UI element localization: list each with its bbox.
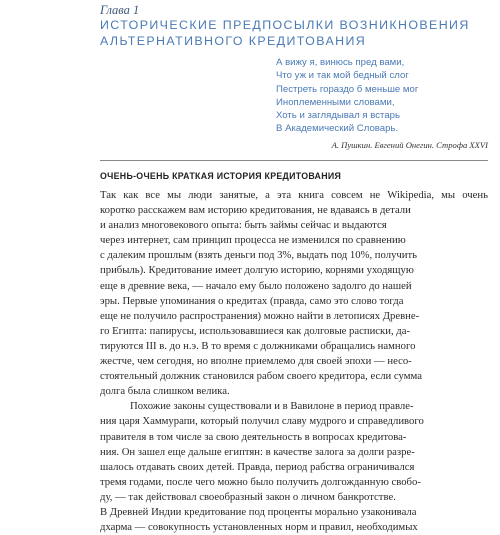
- epigraph: [276, 56, 486, 136]
- paragraph-line: шалось отдавать своих детей. Правда, период рабства ограничивался: [100, 460, 415, 473]
- epigraph-source: А. Пушкин. Евгений Онегин. Строфа XXVI: [331, 140, 488, 150]
- body-text: [100, 188, 490, 535]
- paragraph-line: дхарма — совокупность установленных норм и правил, необходимых: [100, 521, 418, 534]
- paragraph-line: ния. Он зашел еще дальше египтян: в качестве залога за долги разре-: [100, 445, 415, 458]
- paragraph-line: прибыль). Кредитование имеет долгую историю, корнями уходящую: [100, 264, 414, 277]
- paragraph: [100, 188, 490, 399]
- paragraph-line: коротко расскажем вам историю кредитования, не вдаваясь в детали: [100, 204, 411, 217]
- section-heading: ОЧЕНЬ-ОЧЕНЬ КРАТКАЯ ИСТОРИЯ КРЕДИТОВАНИЯ: [100, 171, 342, 181]
- epigraph-line: Что уж и так мой бедный слог: [276, 70, 409, 82]
- epigraph-line: Хоть и заглядывал я встарь: [276, 110, 400, 122]
- paragraph-line: Так как все мы люди занятые, а эта книга совсем не Wikipedia, мы очень: [100, 189, 488, 201]
- paragraph-line: Похожие законы существовали и в Вавилоне в период правле-: [130, 400, 414, 413]
- paragraph-line: го Египта: папирусы, использовавшиеся как долговые расписки, да-: [100, 324, 411, 337]
- chapter-title-line: ИСТОРИЧЕСКИЕ ПРЕДПОСЫЛКИ ВОЗНИКНОВЕНИЯ: [100, 18, 470, 32]
- paragraph-line: эры. Первые упоминания о кредитах (правда, само это слово тогда: [100, 294, 404, 307]
- paragraph-line: стоятельный должник становился рабом своего кредитора, если сумма: [100, 370, 422, 383]
- paragraph-line: долга была слишком велика.: [100, 385, 230, 398]
- chapter-label: Глава 1: [100, 3, 140, 17]
- paragraph-line: правителя в том числе за свою деятельность в вопросах кредитова-: [100, 430, 407, 443]
- paragraph-line: через интернет, сам принцип процесса не изменился по сравнению: [100, 234, 406, 247]
- paragraph-line: еще в древние века, — начало ему было положено задолго до нашей: [100, 279, 412, 292]
- chapter-title: [100, 17, 490, 49]
- chapter-title-line: АЛЬТЕРНАТИВНОГО КРЕДИТОВАНИЯ: [100, 34, 367, 48]
- paragraph-line: ния царя Хаммурапи, который получил славу мудрого и справедливого: [100, 415, 424, 428]
- paragraph-line: ду, — так действовал своеобразный закон о личном банкротстве.: [100, 490, 396, 503]
- paragraph-line: еще не получило распространения) можно найти в летописях Древне-: [100, 309, 420, 322]
- section-divider: [100, 160, 488, 161]
- epigraph-line: В Академический Словарь.: [276, 123, 399, 135]
- paragraph-line: В Древней Индии кредитование под проценты морально узаконивала: [100, 505, 417, 518]
- paragraph: [100, 399, 490, 535]
- paragraph-line: тремя годами, после чего можно было получить долгожданную свобо-: [100, 475, 421, 488]
- paragraph-line: с далеким прошлым (взять деньги под 3%, выдать под 10%, получить: [100, 249, 418, 262]
- epigraph-line: А вижу я, винюсь пред вами,: [276, 57, 405, 68]
- epigraph-line: Пестреть гораздо б меньше мог: [276, 83, 419, 95]
- paragraph-line: жестче, чем сегодня, но вполне приемлемо для своей эпохи — несо-: [100, 355, 412, 368]
- paragraph-line: тируются III в. до н.э. В то время с должниками обращались намного: [100, 339, 416, 352]
- paragraph-line: и анализ многовекового опыта: быть займы сейчас и выдаются: [100, 219, 387, 232]
- epigraph-line: Иноплеменными словами,: [276, 96, 395, 108]
